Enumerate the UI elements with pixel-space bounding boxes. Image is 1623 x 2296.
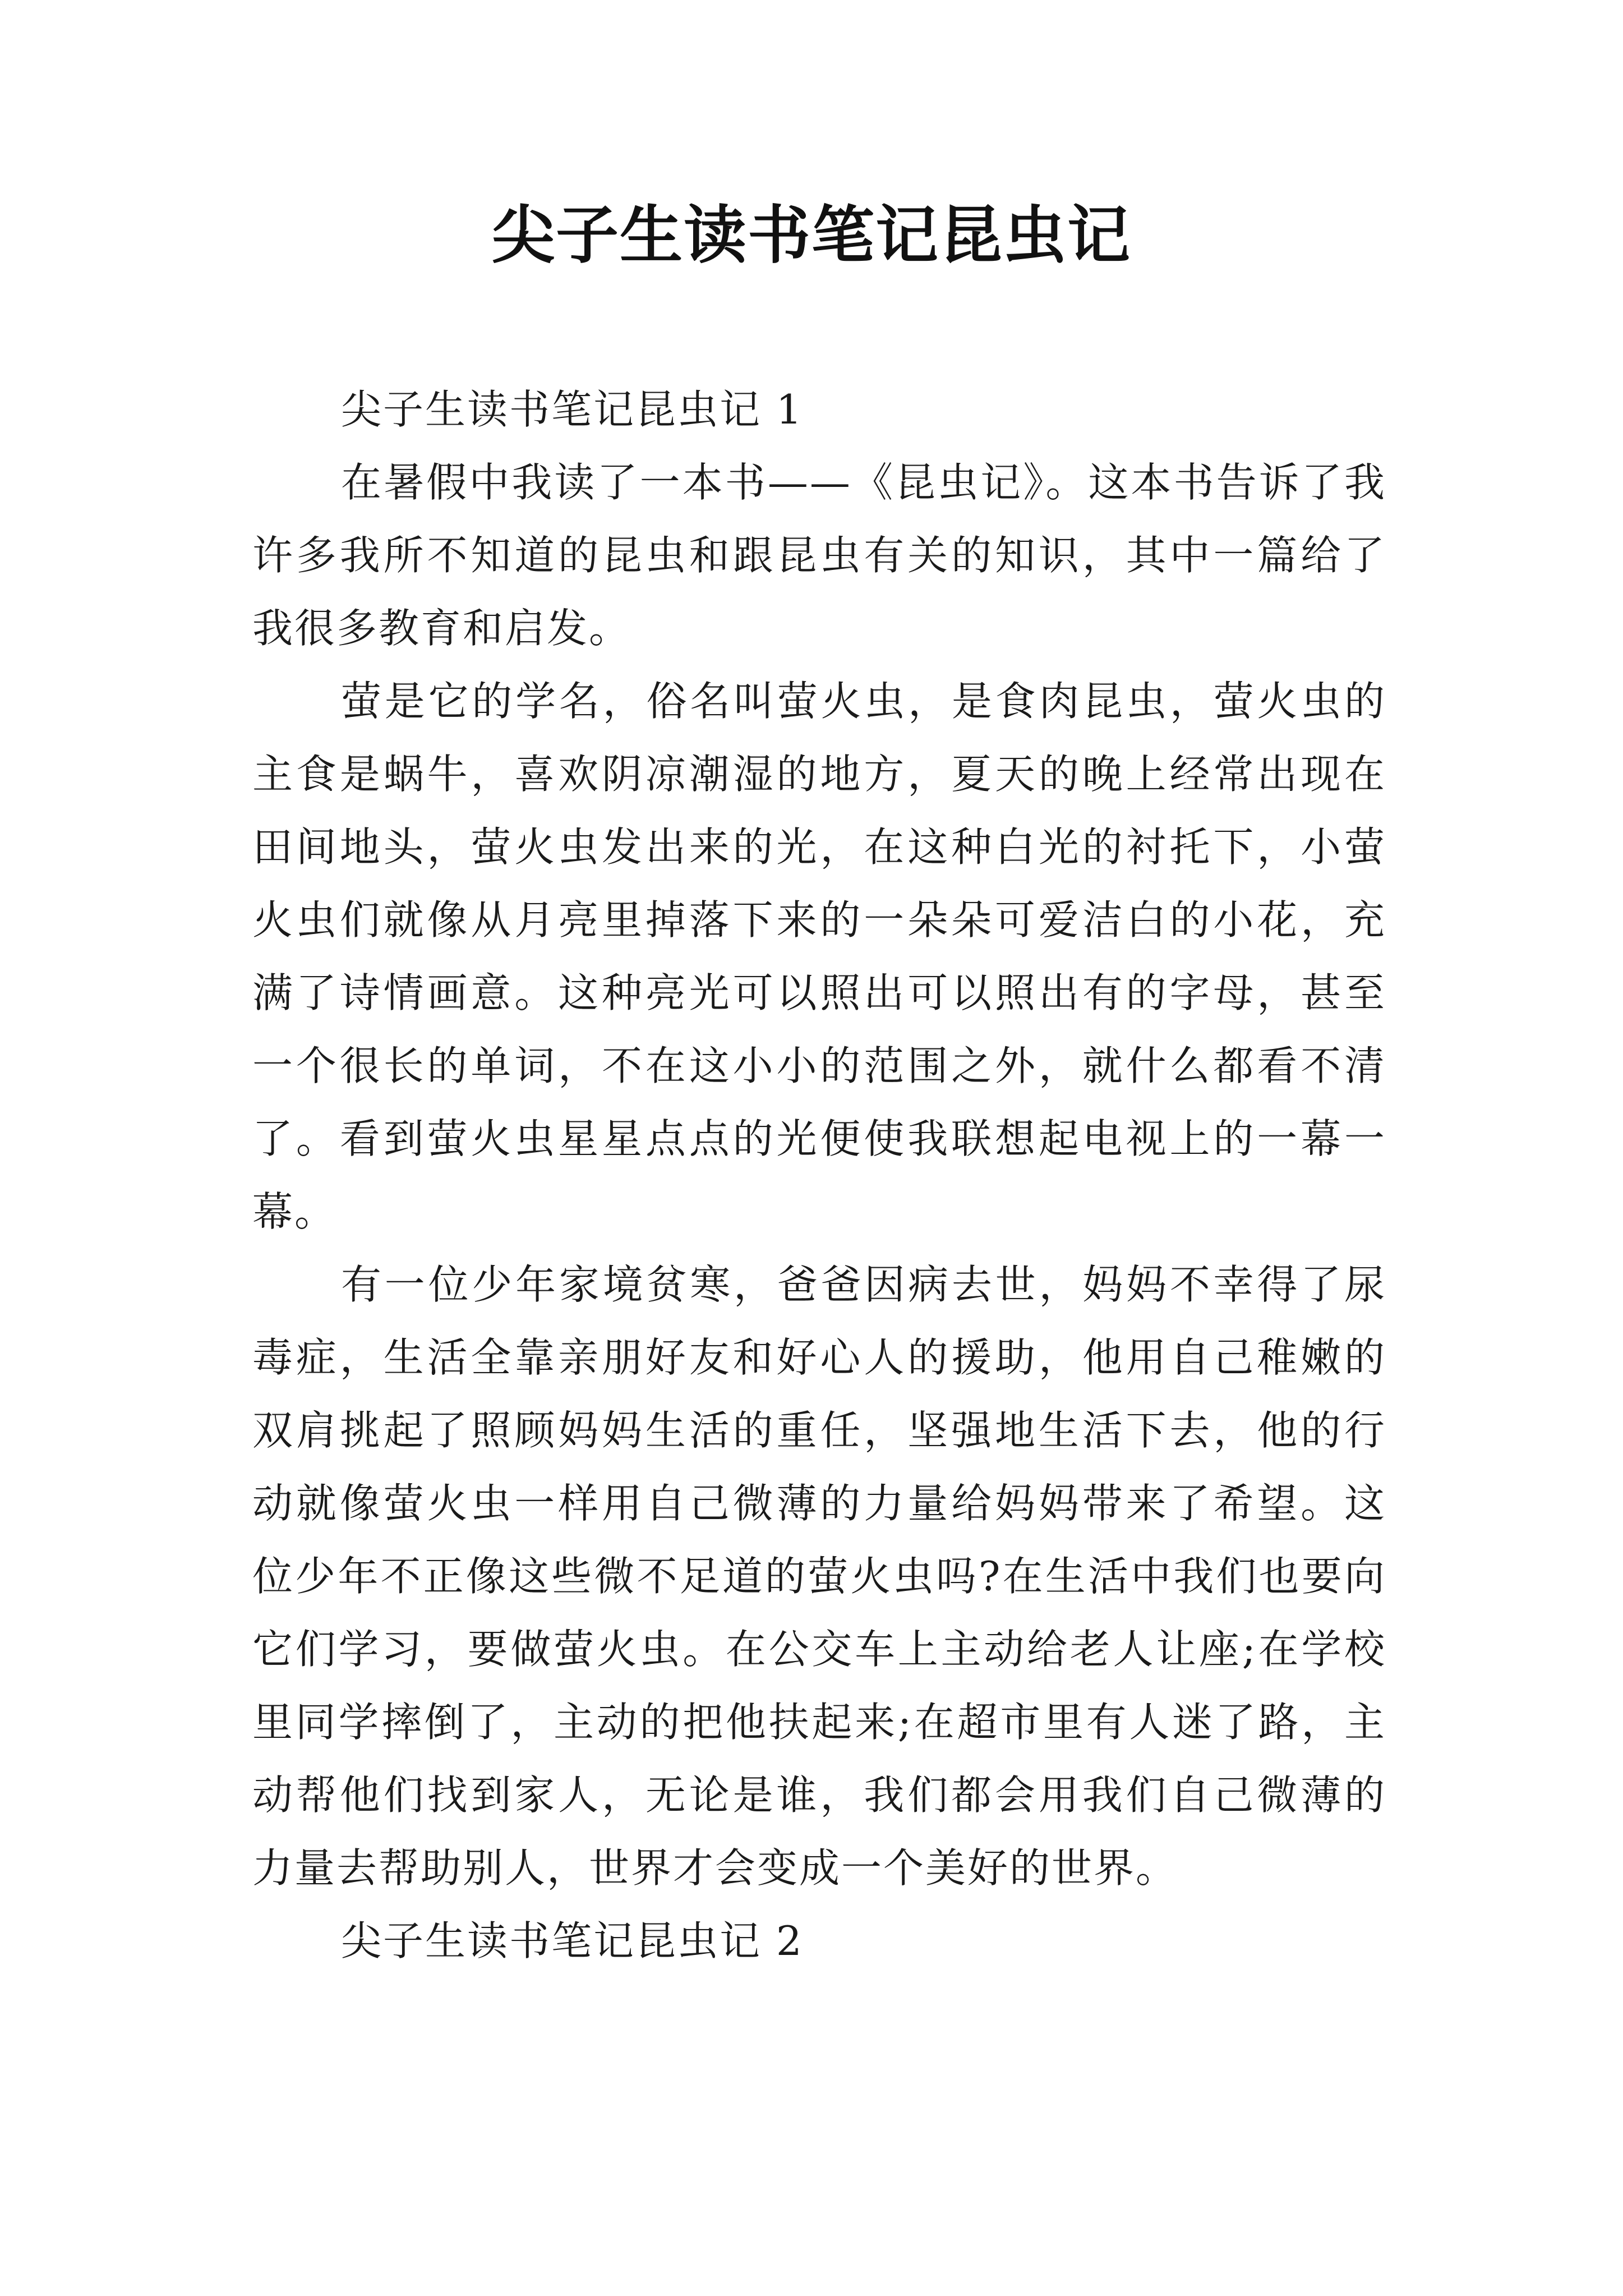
section-heading-1: 尖子生读书笔记昆虫记 1 [341,386,804,433]
document-title: 尖子生读书笔记昆虫记 [492,199,1131,272]
paragraph: 萤是它的学名，俗名叫萤火虫，是食肉昆虫，萤火虫的主食是蜗牛，喜欢阴凉潮湿的地方，夏天的晚上经常出现在田间地头，萤火虫发出来的光，在这种白光的衬托下，小萤火虫们就像从月亮里掉落下来的一朵朵可爱洁白的小花，充满了诗情画意。这种亮光可以照出可以照出有的字母，甚至一个很长的单词，不在这小小的范围之外，就什么都看不清了。看到萤火虫星星点点的光便使我联想起电视上的一幕一幕。 [252,678,1386,1235]
document-body [252,373,1386,1977]
section-heading-2: 尖子生读书笔记昆虫记 2 [341,1917,804,1964]
paragraph: 在暑假中我读了一本书——《昆虫记》。这本书告诉了我许多我所不知道的昆虫和跟昆虫有关的知识，其中一篇给了我很多教育和启发。 [252,459,1386,652]
paragraph: 有一位少年家境贫寒，爸爸因病去世，妈妈不幸得了尿毒症，生活全靠亲朋好友和好心人的援助，他用自己稚嫩的双肩挑起了照顾妈妈生活的重任，坚强地生活下去，他的行动就像萤火虫一样用自己微薄的力量给妈妈带来了希望。这位少年不正像这些微不足道的萤火虫吗?在生活中我们也要向它们学习，要做萤火虫。在公交车上主动给老人让座;在学校里同学摔倒了，主动的把他扶起来;在超市里有人迷了路，主动帮他们找到家人，无论是谁，我们都会用我们自己微薄的力量去帮助别人，世界才会变成一个美好的世界。 [252,1261,1386,1892]
